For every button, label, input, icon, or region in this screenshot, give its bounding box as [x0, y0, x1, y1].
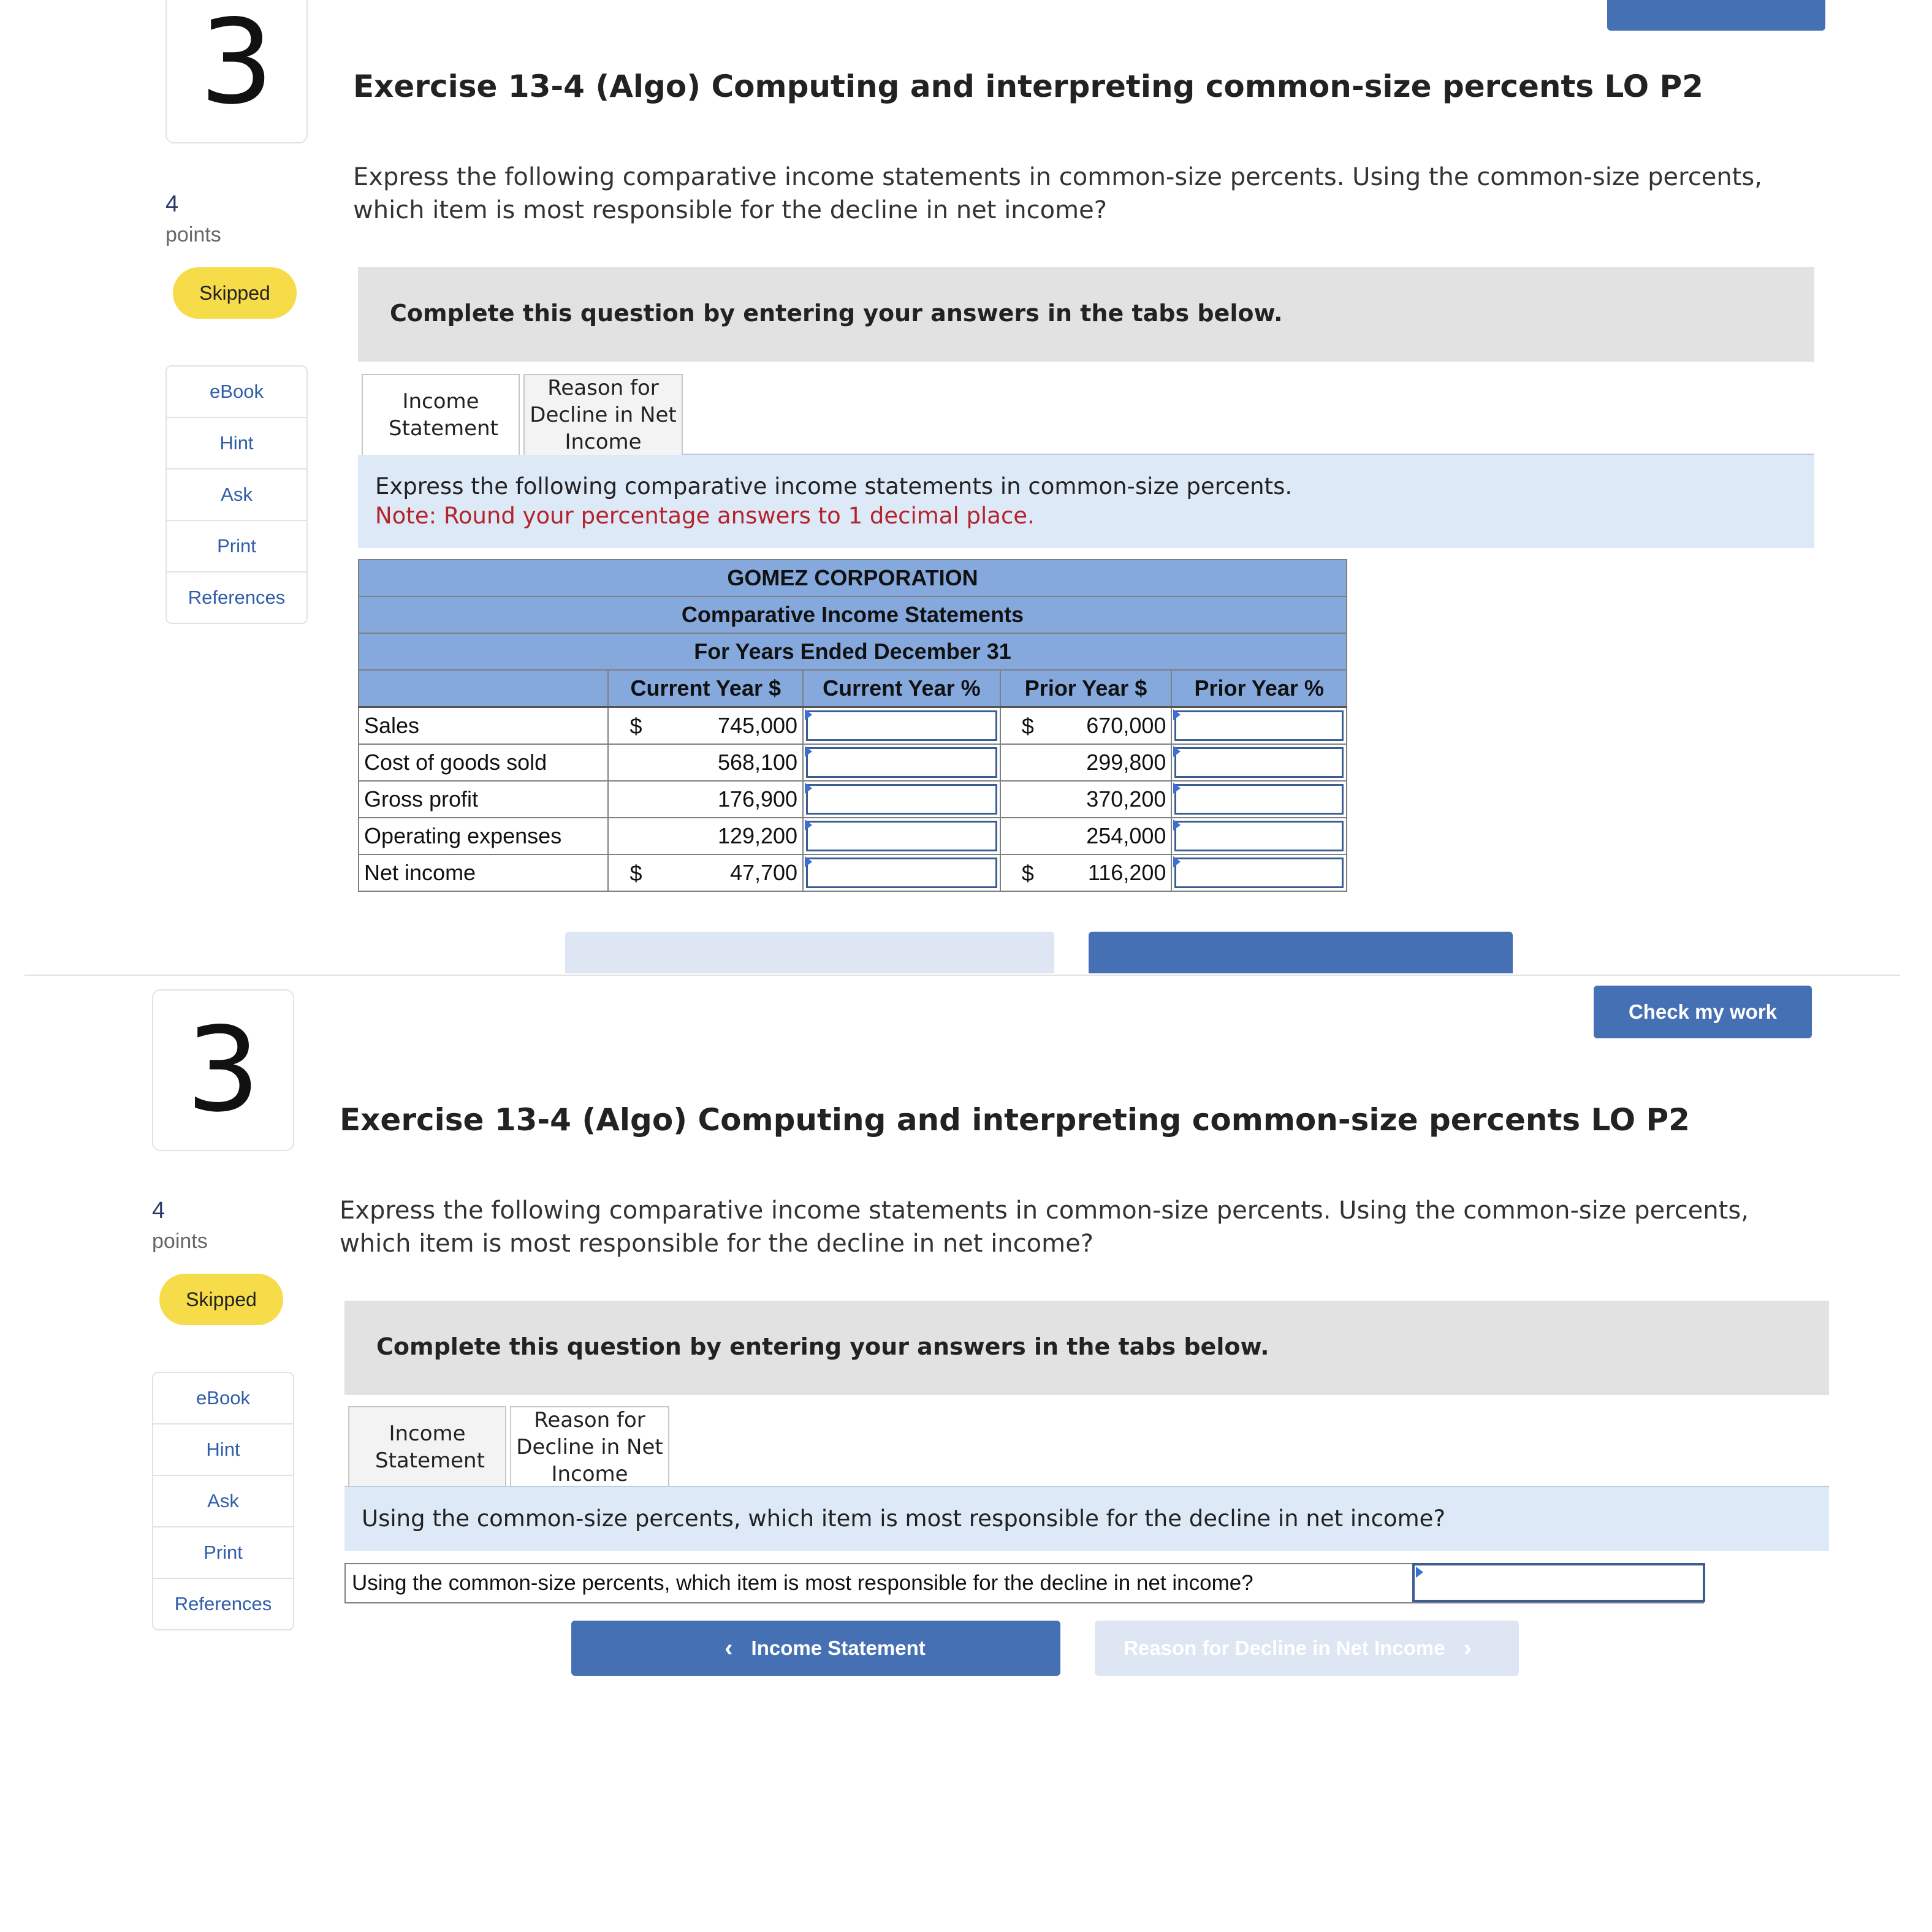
tab-income-statement-label: Income Statement [389, 389, 498, 441]
exercise-prompt: Express the following comparative income statements in common-size percents. Using the common-size percents, which item is most responsible for the decline in net income? [353, 163, 1762, 224]
input-flag-icon [805, 746, 812, 757]
current-amount: 568,100 [717, 749, 798, 775]
exercise-title: Exercise 13-4 (Algo) Computing and interpreting common-size percents LO P2 [353, 69, 1703, 104]
instructions-banner: Complete this question by entering your answers in the tabs below. [344, 1301, 1829, 1395]
tab-reason-decline[interactable] [510, 1406, 669, 1487]
reason-answer-input[interactable] [1412, 1563, 1705, 1602]
skipped-badge: Skipped [159, 1274, 283, 1325]
prior-percent-input[interactable] [1174, 784, 1344, 815]
check-my-work-button[interactable]: Check my work [1594, 986, 1812, 1038]
dollar-sign: $ [1021, 713, 1034, 739]
question-number: 3 [165, 0, 308, 143]
points-label: points [165, 223, 221, 246]
dollar-sign: $ [629, 713, 642, 739]
table-row [359, 854, 1347, 891]
screenshot-divider [25, 975, 1900, 976]
exercise-prompt: Express the following comparative income statements in common-size percents. Using the common-size percents, which item is most responsible for the decline in net income? [340, 1196, 1749, 1258]
current-percent-input[interactable] [806, 784, 997, 815]
next-tab-button[interactable] [1095, 1621, 1519, 1676]
points-label: points [152, 1230, 208, 1253]
tab-instruction-text: Express the following comparative income statements in common-size percents. [375, 473, 1293, 500]
prior-amount: 254,000 [1086, 823, 1166, 848]
input-flag-icon [805, 820, 812, 831]
input-flag-icon [805, 856, 812, 867]
current-percent-input[interactable] [806, 747, 997, 778]
prior-percent-input[interactable] [1174, 858, 1344, 888]
next-tab-button-partial[interactable] [1089, 932, 1513, 973]
hint-link[interactable]: Hint [167, 418, 306, 470]
table-row [359, 781, 1347, 818]
col-current-dollars: Current Year $ [608, 670, 803, 707]
prev-tab-button-partial[interactable] [565, 932, 1054, 973]
prior-amount: 370,200 [1086, 786, 1166, 812]
company-name: GOMEZ CORPORATION [359, 560, 1347, 596]
current-amount: 47,700 [729, 859, 798, 885]
top-partial-button[interactable] [1607, 0, 1825, 31]
question-number: 3 [152, 989, 294, 1151]
points-value: 4 [152, 1198, 165, 1223]
current-amount: 176,900 [717, 786, 798, 812]
chevron-right-icon: › [1463, 1634, 1472, 1662]
tab-reason-decline[interactable] [523, 374, 683, 455]
row-label: Operating expenses [359, 818, 608, 854]
current-percent-input[interactable] [806, 821, 997, 851]
prior-amount: 670,000 [1086, 712, 1166, 738]
tab-question-text: Using the common-size percents, which item is most responsible for the decline in net income? [362, 1505, 1446, 1532]
hint-link[interactable]: Hint [153, 1424, 293, 1476]
input-flag-icon [1173, 856, 1181, 867]
tab-income-statement[interactable] [348, 1406, 506, 1487]
prev-tab-button[interactable] [571, 1621, 1060, 1676]
instructions-banner: Complete this question by entering your answers in the tabs below. [358, 267, 1814, 362]
input-flag-icon [1173, 746, 1181, 757]
table-row [359, 744, 1347, 781]
print-link[interactable]: Print [167, 521, 306, 572]
dollar-sign: $ [629, 860, 642, 886]
tab-income-statement-label: Income Statement [375, 1421, 485, 1473]
current-amount: 129,200 [717, 823, 798, 848]
input-flag-icon [1416, 1567, 1423, 1578]
prior-percent-input[interactable] [1174, 821, 1344, 851]
dollar-sign: $ [1021, 860, 1034, 886]
print-link[interactable]: Print [153, 1527, 293, 1579]
input-flag-icon [805, 709, 812, 720]
prior-amount: 299,800 [1086, 749, 1166, 775]
prior-percent-input[interactable] [1174, 710, 1344, 741]
skipped-badge: Skipped [173, 267, 297, 319]
points-value: 4 [165, 191, 179, 217]
next-tab-label: Reason for Decline in Net Income [1124, 1637, 1445, 1659]
col-prior-dollars: Prior Year $ [1000, 670, 1172, 707]
input-flag-icon [805, 783, 812, 794]
row-label: Gross profit [359, 781, 608, 818]
prior-amount: 116,200 [1087, 859, 1166, 885]
question-panel-reason [0, 982, 1932, 1932]
income-statement-table [358, 559, 1347, 892]
statement-title: Comparative Income Statements [359, 596, 1347, 633]
chevron-left-icon: ‹ [724, 1634, 733, 1662]
current-percent-input[interactable] [806, 710, 997, 741]
col-current-percent: Current Year % [803, 670, 1000, 707]
ebook-link[interactable]: eBook [167, 367, 306, 418]
tools-menu [152, 1372, 294, 1630]
table-row [359, 818, 1347, 854]
prev-tab-label: Income Statement [751, 1637, 926, 1659]
tab-income-statement[interactable] [362, 374, 520, 455]
row-label: Net income [359, 854, 608, 891]
table-row [359, 707, 1347, 744]
tab-reason-decline-label: Reason for Decline in Net Income [516, 1408, 663, 1486]
tab-instructions [358, 455, 1814, 548]
references-link[interactable]: References [188, 587, 286, 608]
row-label: Cost of goods sold [359, 744, 608, 781]
exercise-title: Exercise 13-4 (Algo) Computing and interpreting common-size percents LO P2 [340, 1102, 1690, 1138]
answer-row [344, 1563, 1704, 1603]
ebook-link[interactable]: eBook [153, 1373, 293, 1424]
ask-link[interactable]: Ask [167, 470, 306, 521]
col-prior-percent: Prior Year % [1171, 670, 1347, 707]
row-label: Sales [359, 707, 608, 744]
prior-percent-input[interactable] [1174, 747, 1344, 778]
tab-question [344, 1487, 1829, 1551]
ask-link[interactable]: Ask [153, 1476, 293, 1527]
input-flag-icon [1173, 709, 1181, 720]
header-blank [359, 670, 608, 707]
current-amount: 745,000 [717, 712, 798, 738]
input-flag-icon [1173, 820, 1181, 831]
tools-menu [165, 365, 308, 624]
statement-period: For Years Ended December 31 [359, 633, 1347, 670]
input-flag-icon [1173, 783, 1181, 794]
current-percent-input[interactable] [806, 858, 997, 888]
answer-row-label: Using the common-size percents, which item is most responsible for the decline in net income? [352, 1571, 1253, 1595]
rounding-note: Note: Round your percentage answers to 1 decimal place. [375, 503, 1035, 529]
tab-reason-decline-label: Reason for Decline in Net Income [530, 376, 677, 454]
references-link[interactable]: References [174, 1593, 272, 1614]
